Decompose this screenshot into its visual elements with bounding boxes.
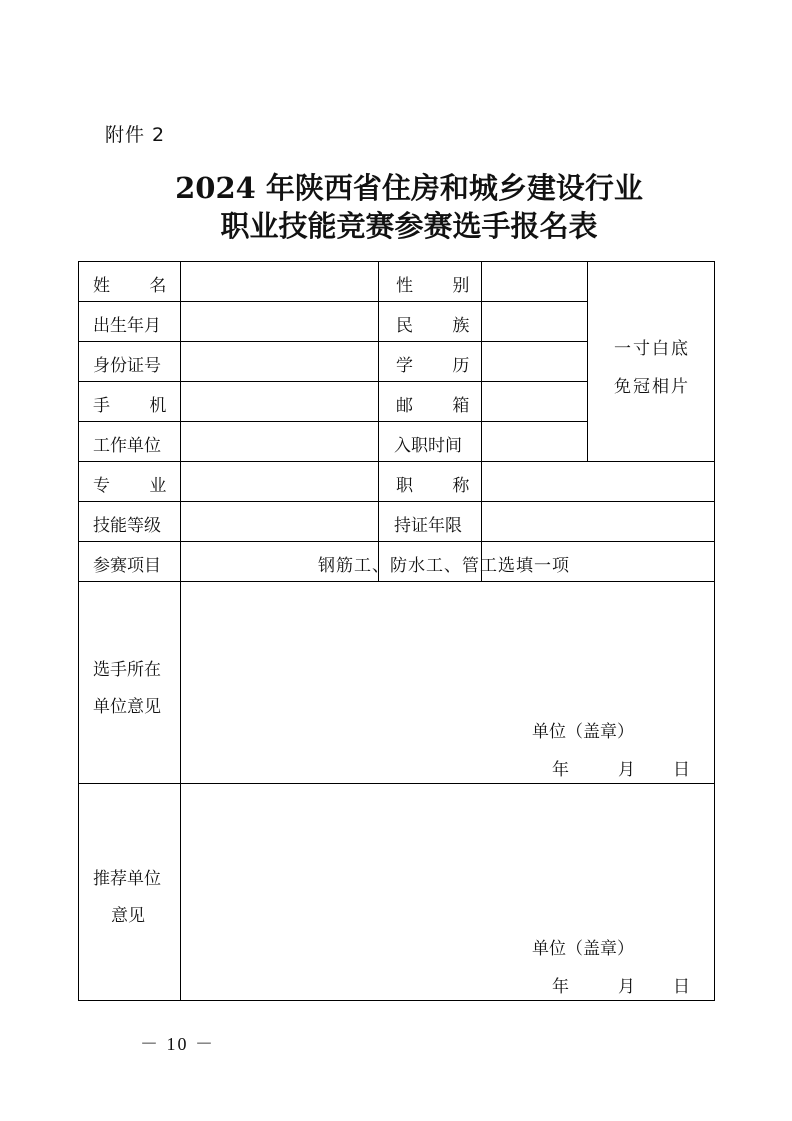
skill-level-label: 技能等级	[93, 516, 161, 536]
photo-box[interactable]	[588, 262, 714, 461]
major-label: 专 业	[93, 476, 167, 496]
recommend-seal-label: 单位（盖章）	[532, 939, 634, 959]
hire-date-field[interactable]	[482, 422, 587, 461]
cert-years-label: 持证年限	[394, 516, 462, 536]
birth-field[interactable]	[181, 302, 378, 341]
event-label: 参赛项目	[93, 556, 161, 576]
recommend-opinion-label-line-2: 意见	[111, 906, 145, 926]
attachment-label: 附件 2	[105, 124, 166, 146]
table-border-right	[714, 261, 715, 1001]
employer-field[interactable]	[181, 422, 378, 461]
name-label	[93, 276, 167, 296]
professional-title-field[interactable]	[482, 462, 714, 501]
education-label: 学 历	[396, 356, 470, 376]
name-label-text: 姓 名	[93, 276, 167, 296]
unit-opinion-label-line-1: 选手所在	[93, 660, 161, 680]
name-field[interactable]	[181, 262, 378, 301]
employer-label: 工作单位	[93, 436, 161, 456]
unit-seal-label: 单位（盖章）	[532, 722, 634, 742]
form-title-line-1: 2024 年陕西省住房和城乡建设行业	[175, 171, 643, 205]
cert-years-field[interactable]	[482, 502, 714, 541]
recommend-date-year: 年	[552, 977, 569, 997]
id-number-field[interactable]	[181, 342, 378, 381]
event-value: 钢筋工、防水工、管工选填一项	[318, 556, 570, 576]
ethnicity-field[interactable]	[482, 302, 587, 341]
form-title-line-2: 职业技能竞赛参赛选手报名表	[220, 209, 598, 243]
unit-date-year: 年	[552, 760, 569, 780]
birth-label: 出生年月	[93, 316, 161, 336]
email-label: 邮 箱	[396, 396, 470, 416]
ethnicity-label: 民 族	[396, 316, 470, 336]
recommend-opinion-label-line-1: 推荐单位	[93, 869, 161, 889]
photo-instruction-line-1: 一寸白底	[614, 339, 690, 359]
gender-field[interactable]	[482, 262, 587, 301]
professional-title-label: 职 称	[396, 476, 470, 496]
row-line-7	[78, 541, 715, 542]
recommend-date-day: 日	[673, 977, 690, 997]
table-border-bottom	[78, 1000, 715, 1001]
table-border-left	[78, 261, 79, 1001]
phone-field[interactable]	[181, 382, 378, 421]
major-field[interactable]	[181, 462, 378, 501]
phone-label: 手 机	[93, 396, 167, 416]
page-number: － 10 －	[140, 1034, 215, 1054]
photo-instruction-line-2: 免冠相片	[614, 377, 690, 397]
unit-opinion-label-line-2: 单位意见	[93, 697, 161, 717]
email-field[interactable]	[482, 382, 587, 421]
hire-date-label: 入职时间	[394, 436, 462, 456]
education-field[interactable]	[482, 342, 587, 381]
unit-date-day: 日	[673, 760, 690, 780]
recommend-opinion-field[interactable]	[181, 784, 714, 929]
gender-label: 性 别	[396, 276, 470, 296]
unit-opinion-field[interactable]	[181, 582, 714, 712]
recommend-date-month: 月	[618, 977, 635, 997]
skill-level-field[interactable]	[181, 502, 378, 541]
unit-date-month: 月	[618, 760, 635, 780]
id-number-label: 身份证号	[93, 356, 161, 376]
